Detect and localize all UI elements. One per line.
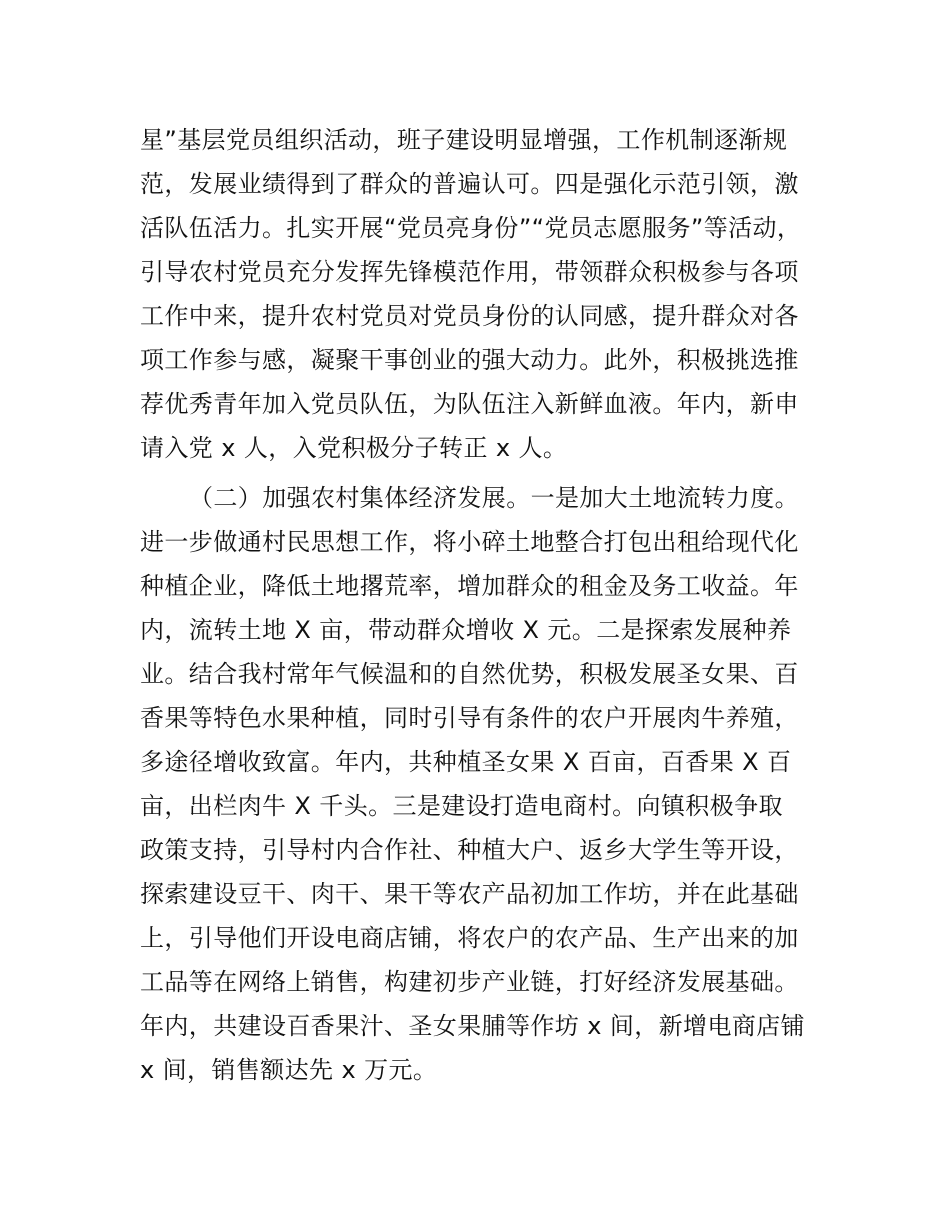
paragraph-line: 工作中来，提升农村党员对党员身份的认同感，提升群众对各 <box>140 302 799 330</box>
paragraph-line: x 间，销售额达先 x 万元。 <box>140 1056 438 1084</box>
paragraph-line: 范，发展业绩得到了群众的普遍认可。四是强化示范引领，激 <box>140 170 799 198</box>
paragraph-line: 进一步做通村民思想工作，将小碎土地整合打包出租给现代化 <box>140 528 799 556</box>
paragraph-line: 年内，共建设百香果汁、圣女果脯等作坊 x 间，新增电商店铺 <box>140 1012 806 1040</box>
paragraph-line: 亩，出栏肉牛 X 千头。三是建设打造电商村。向镇积极争取 <box>140 792 783 820</box>
paragraph-line: 星”基层党员组织活动，班子建设明显增强，工作机制逐渐规 <box>140 126 788 154</box>
paragraph-line: 种植企业，降低土地撂荒率，增加群众的租金及务工收益。年 <box>140 572 799 600</box>
paragraph-line: 活队伍活力。扎实开展“党员亮身份”“党员志愿服务”等活动， <box>140 214 802 242</box>
paragraph-line: 业。结合我村常年气候温和的自然优势，积极发展圣女果、百 <box>140 660 799 688</box>
paragraph-line: 项工作参与感，凝聚干事创业的强大动力。此外，积极挑选推 <box>140 346 799 374</box>
paragraph-line: 政策支持，引导村内合作社、种植大户、返乡大学生等开设， <box>140 836 799 864</box>
section-heading-line: （二）加强农村集体经济发展。一是加大土地流转力度。 <box>189 484 799 512</box>
paragraph-line: 引导农村党员充分发挥先锋模范作用，带领群众积极参与各项 <box>140 258 799 286</box>
paragraph-line: 探索建设豆干、肉干、果干等农产品初加工作坊，并在此基础 <box>140 880 799 908</box>
paragraph-line: 请入党 x 人，入党积极分子转正 x 人。 <box>140 434 568 462</box>
paragraph-line: 荐优秀青年加入党员队伍，为队伍注入新鲜血液。年内，新申 <box>140 390 799 418</box>
paragraph-line: 多途径增收致富。年内，共种植圣女果 X 百亩，百香果 X 百 <box>140 748 792 776</box>
paragraph-line: 香果等特色水果种植，同时引导有条件的农户开展肉牛养殖， <box>140 704 799 732</box>
paragraph-line: 内，流转土地 X 亩，带动群众增收 X 元。二是探索发展种养 <box>140 616 792 644</box>
paragraph-line: 上，引导他们开设电商店铺，将农户的农产品、生产出来的加 <box>140 924 799 952</box>
paragraph-line: 工品等在网络上销售，构建初步产业链，打好经济发展基础。 <box>140 968 799 996</box>
